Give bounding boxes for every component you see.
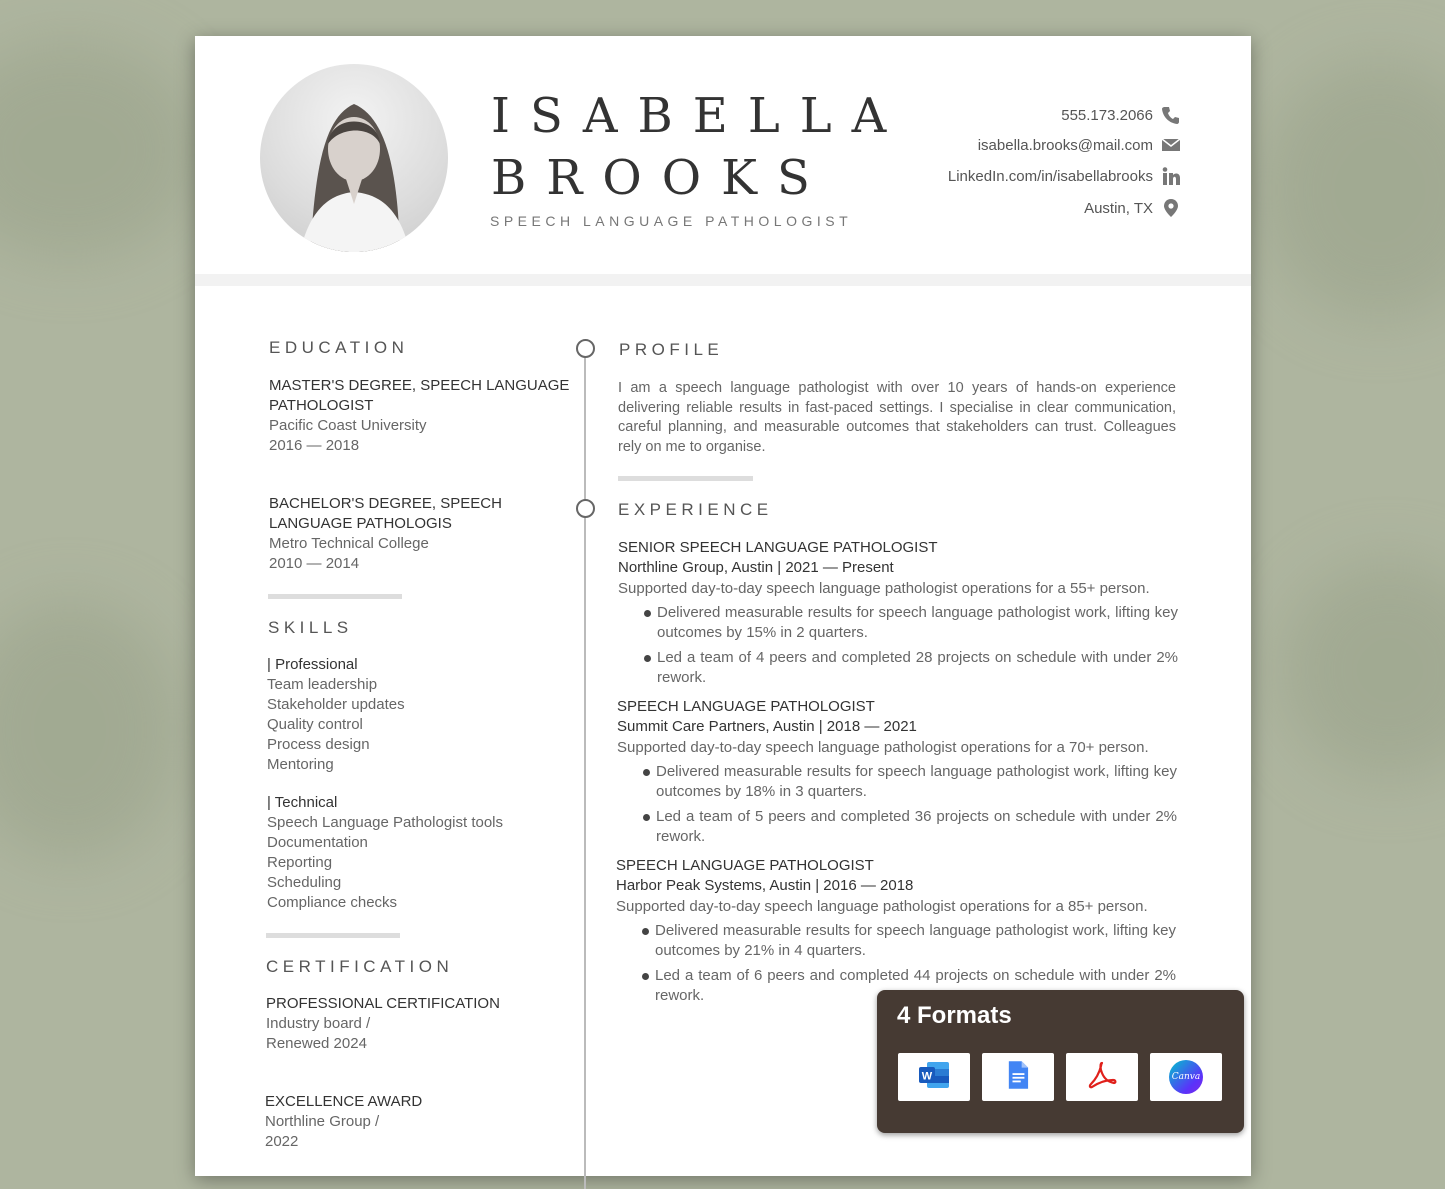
linkedin-icon [1161, 166, 1181, 186]
certification-detail: Northline Group / [265, 1113, 380, 1130]
canva-format-tile[interactable] [1150, 1053, 1222, 1101]
linkedin-text: LinkedIn.com/in/isabellabrooks [947, 167, 1153, 185]
timeline-line [584, 349, 586, 1189]
email-text: isabella.brooks@mail.com [977, 136, 1153, 154]
skill-item: Process design [267, 736, 370, 753]
certification-name: EXCELLENCE AWARD [265, 1093, 423, 1110]
job-bullet [618, 648, 1178, 687]
contact-linkedin [948, 164, 1181, 188]
degree-line: MASTER'S DEGREE, SPEECH LANGUAGE [269, 377, 570, 394]
bullet-dot-icon [644, 610, 651, 617]
certification-detail: Industry board / [266, 1015, 371, 1032]
word-format-tile[interactable] [898, 1053, 970, 1101]
pdf-icon [1087, 1060, 1117, 1094]
job-summary: Supported day-to-day speech language pathologist operations for a 70+ person. [617, 739, 1149, 756]
phone-icon [1161, 105, 1181, 125]
job-company: Harbor Peak Systems, Austin | 2016 — 2018 [616, 877, 914, 894]
canva-logo-text: Canva [1171, 1072, 1201, 1082]
experience-job [616, 856, 1176, 1011]
docs-format-tile[interactable] [982, 1053, 1054, 1101]
formats-title: 4 Formats [897, 1002, 1012, 1029]
section-divider [266, 933, 400, 938]
job-bullet [618, 603, 1178, 642]
timeline-dot-experience [576, 499, 595, 518]
profile-photo [260, 64, 448, 252]
formats-badge [877, 990, 1244, 1133]
skills-group-heading: | Technical [267, 794, 338, 811]
name-first: ISABELLA [491, 88, 907, 144]
job-company: Summit Care Partners, Austin | 2018 — 2021 [617, 718, 917, 735]
certification-title: CERTIFICATION [266, 957, 454, 976]
experience-title: EXPERIENCE [618, 500, 773, 519]
location-text: Austin, TX [1084, 199, 1153, 217]
word-icon [917, 1060, 951, 1094]
envelope-icon [1161, 135, 1181, 155]
school-name: Pacific Coast University [269, 417, 427, 434]
bullet-text: Delivered measurable results for speech language pathologist work, lifting key outcomes by 15% in 2 quarters. [657, 604, 1178, 641]
skill-item: Reporting [267, 854, 333, 871]
map-pin-icon [1161, 198, 1181, 218]
job-bullet [617, 807, 1177, 846]
bullet-text: Delivered measurable results for speech language pathologist work, lifting key outcomes by 18% in 3 quarters. [656, 763, 1177, 800]
skill-item: Mentoring [267, 756, 334, 773]
certification-item-1 [266, 994, 500, 1054]
skills-group-technical [267, 793, 503, 913]
profile-title: PROFILE [619, 340, 724, 359]
skill-item: Scheduling [267, 874, 342, 891]
job-bullet [617, 762, 1177, 801]
pdf-format-tile[interactable] [1066, 1053, 1138, 1101]
section-divider [268, 594, 402, 599]
bullet-text: Led a team of 6 peers and completed 44 projects on schedule with under 2% rework. [655, 967, 1176, 1004]
bullet-text: Led a team of 4 peers and completed 28 projects on schedule with under 2% rework. [657, 649, 1178, 686]
skills-title: SKILLS [268, 618, 353, 637]
job-company: Northline Group, Austin | 2021 — Present [618, 559, 894, 576]
degree-line: PATHOLOGIST [269, 397, 374, 414]
job-bullet [616, 921, 1176, 960]
skill-item: Compliance checks [267, 894, 398, 911]
skill-item: Quality control [267, 716, 363, 733]
degree-line: LANGUAGE PATHOLOGIS [269, 515, 452, 532]
education-title: EDUCATION [269, 338, 409, 357]
education-item-1 [269, 376, 569, 456]
skill-item: Documentation [267, 834, 368, 851]
education-years: 2010 — 2014 [269, 555, 360, 572]
contact-location [1084, 196, 1181, 220]
bullet-dot-icon [643, 769, 650, 776]
experience-job [618, 538, 1178, 693]
job-summary: Supported day-to-day speech language pathologist operations for a 55+ person. [618, 580, 1150, 597]
job-title: SPEECH LANGUAGE PATHOLOGIST [490, 213, 853, 229]
contact-email [978, 133, 1181, 157]
job-role: SENIOR SPEECH LANGUAGE PATHOLOGIST [618, 539, 938, 556]
certification-item-2 [265, 1092, 422, 1152]
header-divider [195, 274, 1251, 286]
experience-job [617, 697, 1177, 852]
certification-detail: Renewed 2024 [266, 1035, 367, 1052]
section-divider [618, 476, 753, 481]
canva-icon [1169, 1060, 1203, 1094]
skill-item: Stakeholder updates [267, 696, 405, 713]
job-role: SPEECH LANGUAGE PATHOLOGIST [616, 857, 874, 874]
bullet-dot-icon [642, 973, 649, 980]
name-last: BROOKS [491, 150, 830, 206]
svg-text:W: W [921, 1070, 933, 1083]
education-item-2 [269, 494, 502, 574]
school-name: Metro Technical College [269, 535, 429, 552]
bullet-dot-icon [642, 928, 649, 935]
certification-detail: 2022 [265, 1133, 299, 1150]
google-docs-icon [1007, 1060, 1029, 1094]
certification-name: PROFESSIONAL CERTIFICATION [266, 995, 500, 1012]
skill-item: Team leadership [267, 676, 378, 693]
degree-line: BACHELOR'S DEGREE, SPEECH [269, 495, 502, 512]
skill-item: Speech Language Pathologist tools [267, 814, 504, 831]
bullet-dot-icon [643, 814, 650, 821]
contact-phone [1061, 103, 1181, 127]
bullet-dot-icon [644, 655, 651, 662]
job-summary: Supported day-to-day speech language pathologist operations for a 85+ person. [616, 898, 1148, 915]
bullet-text: Led a team of 5 peers and completed 36 projects on schedule with under 2% rework. [656, 808, 1177, 845]
job-role: SPEECH LANGUAGE PATHOLOGIST [617, 698, 875, 715]
phone-text: 555.173.2066 [1061, 106, 1153, 124]
skills-group-professional [267, 655, 405, 775]
profile-text: I am a speech language pathologist with over 10 years of hands-on experience delivering reliable results in fast-paced settings. I specialise in clear communication, careful planning, and measurable outcomes that stakeholders can trust. Colleagues rely on me to organise. [618, 380, 1176, 455]
skills-group-heading: | Professional [267, 656, 358, 673]
bullet-text: Delivered measurable results for speech language pathologist work, lifting key outcomes by 21% in 4 quarters. [655, 922, 1176, 959]
education-years: 2016 — 2018 [269, 437, 360, 454]
timeline-dot-profile [576, 339, 595, 358]
